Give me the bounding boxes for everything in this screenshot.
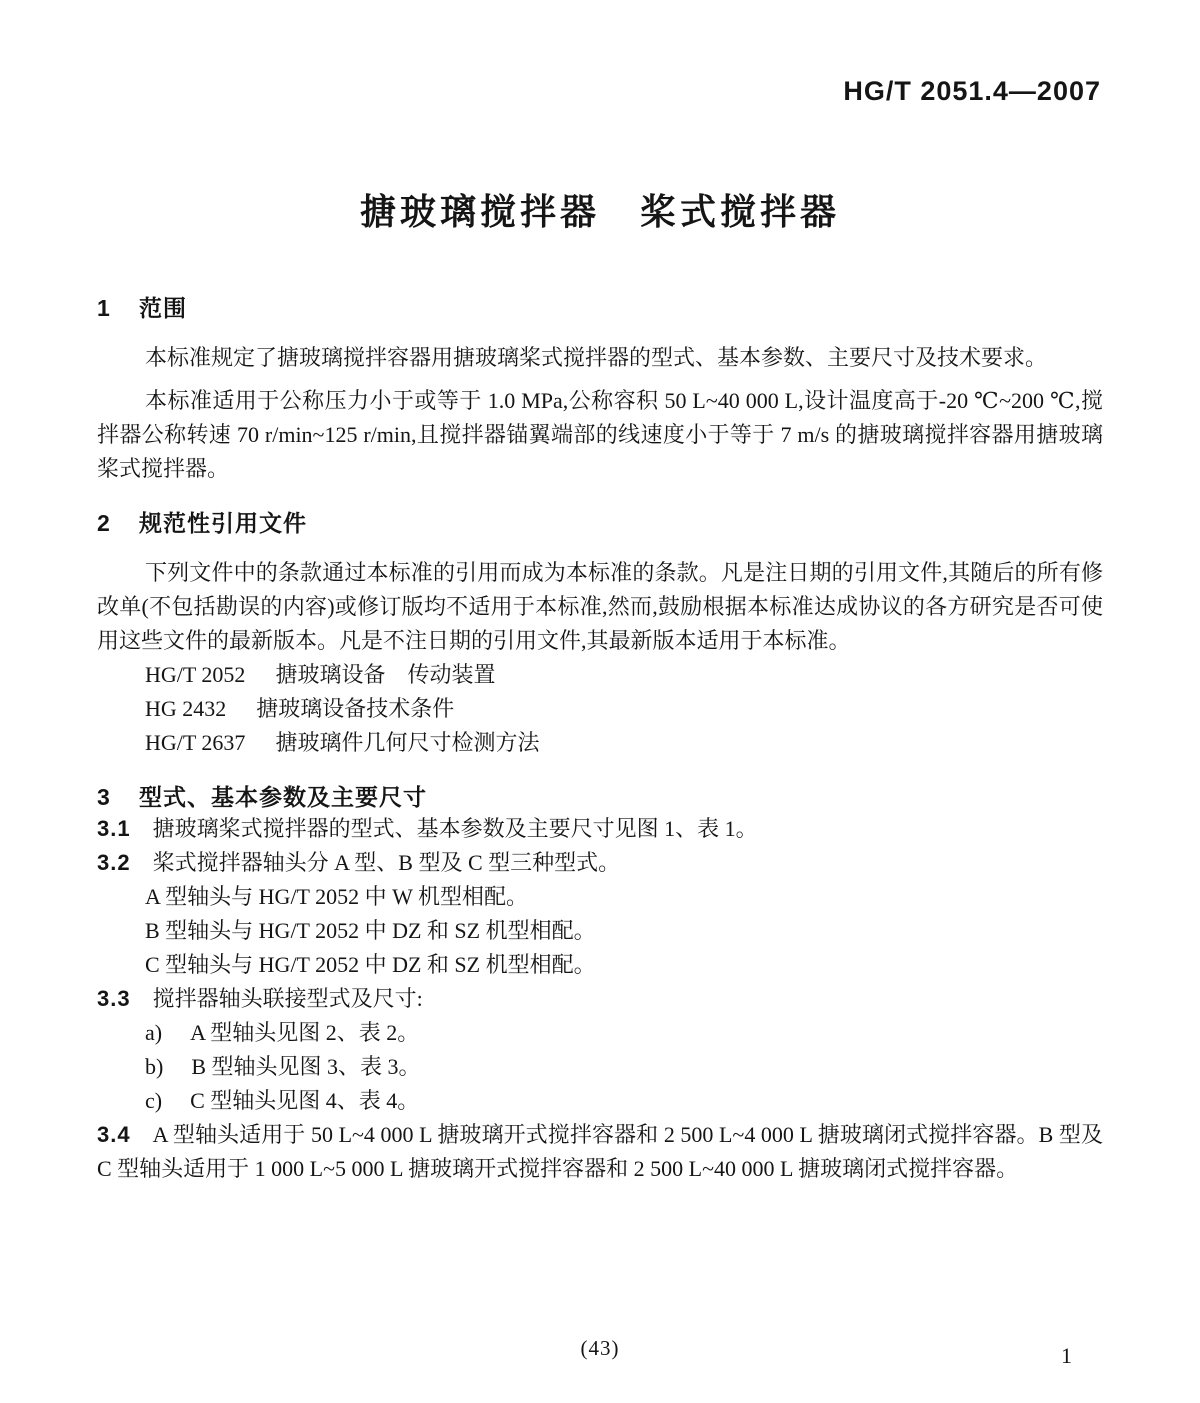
clause-3-2-number: 3.2 xyxy=(97,850,131,875)
footer-folio: (43) xyxy=(580,1336,620,1360)
clause-3-4-text: A 型轴头适用于 50 L~4 000 L 搪玻璃开式搅拌容器和 2 500 L~4 000 L 搪玻璃闭式搅拌容器。B 型及 C 型轴头适用于 1 000 L~5 000 L 搪玻璃开式搅拌容器和 2 500 L~40 000 L 搪玻璃闭式搅拌容器。 xyxy=(97,1122,1103,1181)
list-marker: c) xyxy=(145,1088,163,1113)
clause-3-2-text: 桨式搅拌器轴头分 A 型、B 型及 C 型三种型式。 xyxy=(152,850,621,875)
section-1-paragraph-1: 本标准规定了搪玻璃搅拌容器用搪玻璃桨式搅拌器的型式、基本参数、主要尺寸及技术要求。 xyxy=(145,345,1048,370)
section-2-paragraph-1: 下列文件中的条款通过本标准的引用而成为本标准的条款。凡是注日期的引用文件,其随后的所有修改单(不包括勘误的内容)或修订版均不适用于本标准,然而,鼓励根据本标准达成协议的各方研究是否可使用这些文件的最新版本。凡是不注日期的引用文件,其最新版本适用于本标准。 xyxy=(97,560,1103,653)
clause-3-3 xyxy=(97,982,1103,1016)
section-2-title: 规范性引用文件 xyxy=(139,510,307,536)
reference-item xyxy=(97,658,1103,692)
reference-code: HG/T 2637 xyxy=(145,730,246,755)
clause-3-3-text: 搅拌器轴头联接型式及尺寸: xyxy=(152,986,423,1011)
clause-3-4-number: 3.4 xyxy=(97,1122,131,1147)
document-body xyxy=(97,293,1103,1186)
list-text: A 型轴头见图 2、表 2。 xyxy=(190,1020,420,1045)
clause-3-2 xyxy=(97,846,1103,880)
clause-3-2-note: B 型轴头与 HG/T 2052 中 DZ 和 SZ 机型相配。 xyxy=(145,918,596,943)
section-1-number: 1 xyxy=(97,295,111,321)
reference-item xyxy=(97,726,1103,760)
standard-code: HG/T 2051.4—2007 xyxy=(843,76,1101,106)
reference-title: 搪玻璃设备技术条件 xyxy=(256,696,455,721)
section-2-number: 2 xyxy=(97,510,111,536)
list-text: B 型轴头见图 3、表 3。 xyxy=(191,1054,421,1079)
section-3-title: 型式、基本参数及主要尺寸 xyxy=(139,784,427,810)
clause-3-1-text: 搪玻璃桨式搅拌器的型式、基本参数及主要尺寸见图 1、表 1。 xyxy=(152,816,758,841)
clause-3-3-item xyxy=(97,1084,1103,1118)
clause-3-3-item xyxy=(97,1016,1103,1050)
clause-3-2-note: A 型轴头与 HG/T 2052 中 W 机型相配。 xyxy=(145,884,528,909)
reference-code: HG/T 2052 xyxy=(145,662,246,687)
list-marker: a) xyxy=(145,1020,163,1045)
section-3-heading xyxy=(97,782,1103,812)
footer-page-number: 1 xyxy=(1061,1343,1072,1368)
section-1-title: 范围 xyxy=(139,295,187,321)
section-1-heading xyxy=(97,293,1103,323)
clause-3-4 xyxy=(97,1118,1103,1186)
list-marker: b) xyxy=(145,1054,164,1079)
clause-3-3-number: 3.3 xyxy=(97,986,131,1011)
reference-item xyxy=(97,692,1103,726)
section-2-heading xyxy=(97,508,1103,538)
clause-3-1-number: 3.1 xyxy=(97,816,131,841)
list-text: C 型轴头见图 4、表 4。 xyxy=(190,1088,420,1113)
section-3-number: 3 xyxy=(97,784,111,810)
reference-code: HG 2432 xyxy=(145,696,227,721)
clause-3-1 xyxy=(97,812,1103,846)
reference-title: 搪玻璃设备 传动装置 xyxy=(275,662,496,687)
clause-3-2-note: C 型轴头与 HG/T 2052 中 DZ 和 SZ 机型相配。 xyxy=(145,952,596,977)
clause-3-3-item xyxy=(97,1050,1103,1084)
document-title: 搪玻璃搅拌器 桨式搅拌器 xyxy=(359,191,840,232)
reference-title: 搪玻璃件几何尺寸检测方法 xyxy=(275,730,540,755)
section-1-paragraph-2: 本标准适用于公称压力小于或等于 1.0 MPa,公称容积 50 L~40 000 L,设计温度高于-20 ℃~200 ℃,搅拌器公称转速 70 r/min~125 r/min,且搅拌器锚翼端部的线速度小于等于 7 m/s 的搪玻璃搅拌容器用搪玻璃桨式搅拌器。 xyxy=(97,388,1103,481)
